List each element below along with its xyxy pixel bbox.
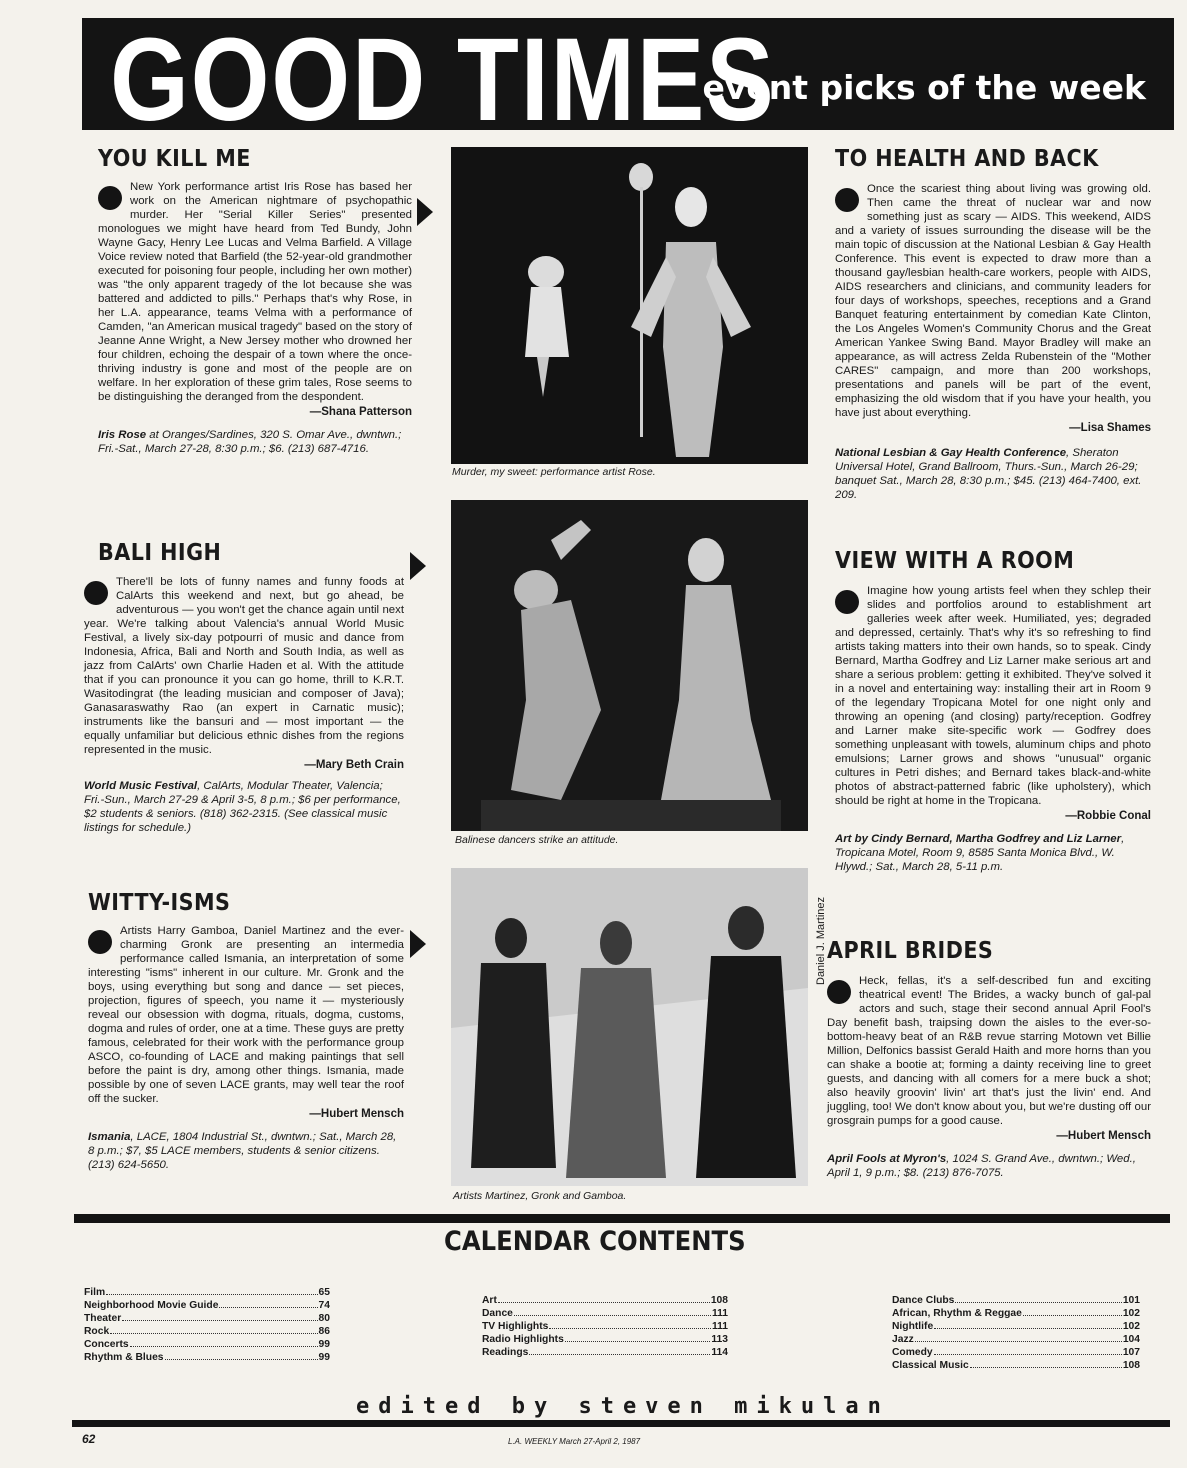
headline-witty-isms: WITTY-ISMS [88,890,231,916]
bullet-icon [84,581,108,605]
toc-item[interactable]: Comedy 107 [892,1347,1140,1358]
masthead [82,14,1174,146]
photo-performance-artist [451,147,808,464]
event-info: World Music Festival, CalArts, Modular Theater, Valencia; Fri.-Sun., March 27-29 & April 3-5, 8 p.m.; $6 per performance, $2 students & seniors. (818) 362-2315. (See classical music listings for schedule.) [84,780,401,834]
arrow-icon [410,930,426,958]
author: —Robbie Conal [1065,810,1151,822]
author: —Mary Beth Crain [304,759,404,771]
headline-to-health-and-back: TO HEALTH AND BACK [835,146,1099,172]
event-info: April Fools at Myron's, 1024 S. Grand Ave., dwntwn.; Wed., April 1, 9 p.m.; $8. (213) 876-7075. [827,1153,1136,1179]
photo-caption: Murder, my sweet: performance artist Rose. [452,466,656,478]
photo-caption: Balinese dancers strike an attitude. [455,834,619,846]
toc-item[interactable]: Dance 111 [482,1308,728,1319]
toc-item[interactable]: Jazz 104 [892,1334,1140,1345]
toc-item[interactable]: Art 108 [482,1295,728,1306]
author: —Shana Patterson [309,406,412,418]
toc-item[interactable]: Film 65 [84,1287,330,1298]
arrow-icon [410,552,426,580]
author: —Hubert Mensch [309,1108,404,1120]
toc-item[interactable]: TV Highlights 111 [482,1321,728,1332]
toc-item[interactable]: Theater 80 [84,1313,330,1324]
toc-item[interactable]: Neighborhood Movie Guide 74 [84,1300,330,1311]
bullet-icon [835,590,859,614]
headline-april-brides: APRIL BRIDES [827,938,994,964]
arrow-icon [417,198,433,226]
article-view-with-a-room: Imagine how young artists feel when they schlep their slides and portfolios around to establishment art galleries week after week. Humiliated, yes; degraded and depressed, certainly. That's why it's so refreshing to find artists taking matters into their own hands, so to speak. Cindy Bernard, Martha Godfrey and Liz Larner make serious art and share a serious problem: getting it exhibited. They've solved it in a novel and entertaining way: installing their art in Room 9 of the legendary Tropicana Motel for one night only and throwing an opening (and closing) party/reception. Godfrey and Larner make site-specific work — Godfrey does something unpleasant with towels, aluminum chips and photo emulsions; Larner grows and shows "unusual" organic cultures in Petri dishes; and Bernard takes black-and-white photos of abstract-patterned fabric (like upholstery), which should be right at home in the Tropicana. —Robbie Conal Art by Cindy Bernard, Martha Godfrey and Liz Larner, Tropicana Motel, Room 9, 8585 Santa Monica Blvd., W. Hlywd.; Sat., March 28, 5-11 p.m. [835,585,1151,873]
article-you-kill-me: New York performance artist Iris Rose has based her work on the American nightmare of psychopathic murder. Her "Serial Killer Series" presented monologues we might have heard from Ted Bundy, John Wayne Gacy, Henry Lee Lucas and Velma Barfield. A Village Voice review noted that Barfield (the 52-year-old grandmother executed for poisoning four people, including her own mother) was "the only apparent tragedy of the lot because she was battered and addicted to pills." Perhaps that's why Rose, in her L.A. appearance, teams Velma with a performance of Camden, "an American musical tragedy" based on the story of Jeanne Anne Wright, a New Jersey mother who drowned her four children, echoing the despair of a town where the once-thriving industry is gone and most of the people are on welfare. In her exploration of these grim tales, Rose seems to be distinguishing the deranged from the despondent. —Shana Patterson Iris Rose at Oranges/Sardines, 320 S. Omar Ave., dwntwn.; Fri.-Sat., March 27-28, 8:30 p.m.; $6. (213) 687-4716. [98,181,412,455]
photo-balinese-dancers [451,500,808,831]
bullet-icon [827,980,851,1004]
article-april-brides: Heck, fellas, it's a self-described fun and exciting theatrical event! The Brides, a wacky bunch of gal-pal actors and such, stage their second annual April Fool's Day benefit bash, traipsing down the aisles to the ever-so-bottom-heavy beat of an R&B revue starring Motown vet Billie Million, Delfonics bassist Gerald Haith and more horns than you can shake a bootie at; forming a dainty receiving line to greet guests, and dancing with all comers for a mere buck a shot; also heavily groovin' livin' art that's just the livin' end. And juggling, too! We don't know about you, but we're dusting off our grosgrain pumps for a good cause. —Hubert Mensch April Fools at Myron's, 1024 S. Grand Ave., dwntwn.; Wed., April 1, 9 p.m.; $8. (213) 876-7075. [827,975,1151,1179]
toc-item[interactable]: Rock 86 [84,1326,330,1337]
headline-you-kill-me: YOU KILL ME [98,146,251,172]
photo-three-artists [451,868,808,1186]
author: —Hubert Mensch [1056,1130,1151,1142]
divider [74,1214,1170,1223]
toc-item[interactable]: Dance Clubs 101 [892,1295,1140,1306]
author: —Lisa Shames [1069,422,1151,434]
bullet-icon [835,188,859,212]
calendar-toc-col2 [482,1294,728,1359]
event-info: Art by Cindy Bernard, Martha Godfrey and Liz Larner, Tropicana Motel, Room 9, 8585 Santa Monica Blvd., W. Hlywd.; Sat., March 28, 5-11 p.m. [835,833,1125,873]
editor-credit: edited by steven mikulan [356,1394,890,1419]
toc-item[interactable]: African, Rhythm & Reggae 102 [892,1308,1140,1319]
article-bali-high: There'll be lots of funny names and funny foods at CalArts this weekend and next, but go ahead, be adventurous — you won't get the chance again until next year. We're talking about Valencia's annual World Music Festival, a lively six-day potpourri of music and dance from Indonesia, Africa, Bali and North and South India, as well as jazz from CalArts' own Charlie Haden et al. With the attitude that if you can pronounce it you can go home, thrill to K.R.T. Wasitodingrat (the leading musician and composer of Java); Ganasaraswathy Rao (an expert in Carnatic music); instruments like the bansuri and — most important — the equally unfamiliar but delicious ethnic dishes from the regions represented in the music. —Mary Beth Crain World Music Festival, CalArts, Modular Theater, Valencia; Fri.-Sun., March 27-29 & April 3-5, 8 p.m.; $6 per performance, $2 students & seniors. (818) 362-2315. (See classical music listings for schedule.) [84,576,404,834]
masthead-title: GOOD TIMES [110,14,776,146]
publication-line: L.A. WEEKLY March 27-April 2, 1987 [508,1437,641,1446]
headline-view-with-a-room: VIEW WITH A ROOM [835,548,1075,574]
article-to-health-and-back: Once the scariest thing about living was growing old. Then came the threat of nuclear war and now something just as scary — AIDS. This weekend, AIDS and a variety of issues surrounding the disease will be the main topic of discussion at the National Lesbian & Gay Health Conference. This event is expected to draw more than a thousand gay/lesbian health-care workers, people with AIDS, AIDS researchers and clinicians, and community leaders for four days of workshops, speeches, receptions and a Grand Banquet featuring entertainment by comedian Kate Clinton, the Los Angeles Women's Community Chorus and the Great American Yankee Swing Band. Mayor Bradley will make an appearance, as will actress Zelda Rubenstein of the "Mother CARES" campaign, and more than 200 workshops, presentations and panels will be part of the event, emphasizing the old wisdom that if you have your health, you have just about everything. —Lisa Shames National Lesbian & Gay Health Conference, Sheraton Universal Hotel, Grand Ballroom, Thurs.-Sun., March 26-29; banquet Sat., March 28, 8:30 p.m.; $45. (213) 464-7400, ext. 209. [835,183,1151,501]
page-number: 62 [82,1432,96,1446]
divider [72,1420,1170,1427]
calendar-toc-col3 [892,1294,1140,1372]
masthead-subtitle: event picks of the week [702,68,1146,107]
bullet-icon [98,186,122,210]
toc-item[interactable]: Radio Highlights 113 [482,1334,728,1345]
calendar-title: CALENDAR CONTENTS [444,1226,746,1257]
bullet-icon [88,930,112,954]
headline-bali-high: BALI HIGH [98,540,222,566]
calendar-toc-col1 [84,1286,330,1364]
toc-item[interactable]: Rhythm & Blues 99 [84,1352,330,1363]
event-info: National Lesbian & Gay Health Conference, Sheraton Universal Hotel, Grand Ballroom, Thurs.-Sun., March 26-29; banquet Sat., March 28, 8:30 p.m.; $45. (213) 464-7400, ext. 209. [835,447,1142,501]
toc-item[interactable]: Concerts 99 [84,1339,330,1350]
event-info: Ismania, LACE, 1804 Industrial St., dwntwn.; Sat., March 28, 8 p.m.; $7, $5 LACE members, students & senior citizens. (213) 624-5650. [88,1131,397,1171]
toc-item[interactable]: Nightlife 102 [892,1321,1140,1332]
photo-caption: Artists Martinez, Gronk and Gamboa. [453,1190,627,1202]
article-witty-isms: Artists Harry Gamboa, Daniel Martinez and the ever-charming Gronk are presenting an intermedia performance called Ismania, an interpretation of some interesting "isms" inherent in our culture. Mr. Gronk and the boys, using everything but song and dance — set pieces, projection, figures of speech, you name it — mysteriously reveal our obsession with dogma, rituals, dogma, customs, dogma and rules of order, one at a time. These guys are pretty famous, celebrated for their work with the performance group ASCO, co-founding of LACE and making paintings that sell before the paint is dry, among other things. Ismania, made possible by one of seven LACE grants, may well tear the roof off the sucker. —Hubert Mensch Ismania, LACE, 1804 Industrial St., dwntwn.; Sat., March 28, 8 p.m.; $7, $5 LACE members, students & senior citizens. (213) 624-5650. [88,925,404,1171]
toc-item[interactable]: Classical Music 108 [892,1360,1140,1371]
event-info: Iris Rose at Oranges/Sardines, 320 S. Omar Ave., dwntwn.; Fri.-Sat., March 27-28, 8:30 p.m.; $6. (213) 687-4716. [98,429,402,455]
toc-item[interactable]: Readings 114 [482,1347,728,1358]
